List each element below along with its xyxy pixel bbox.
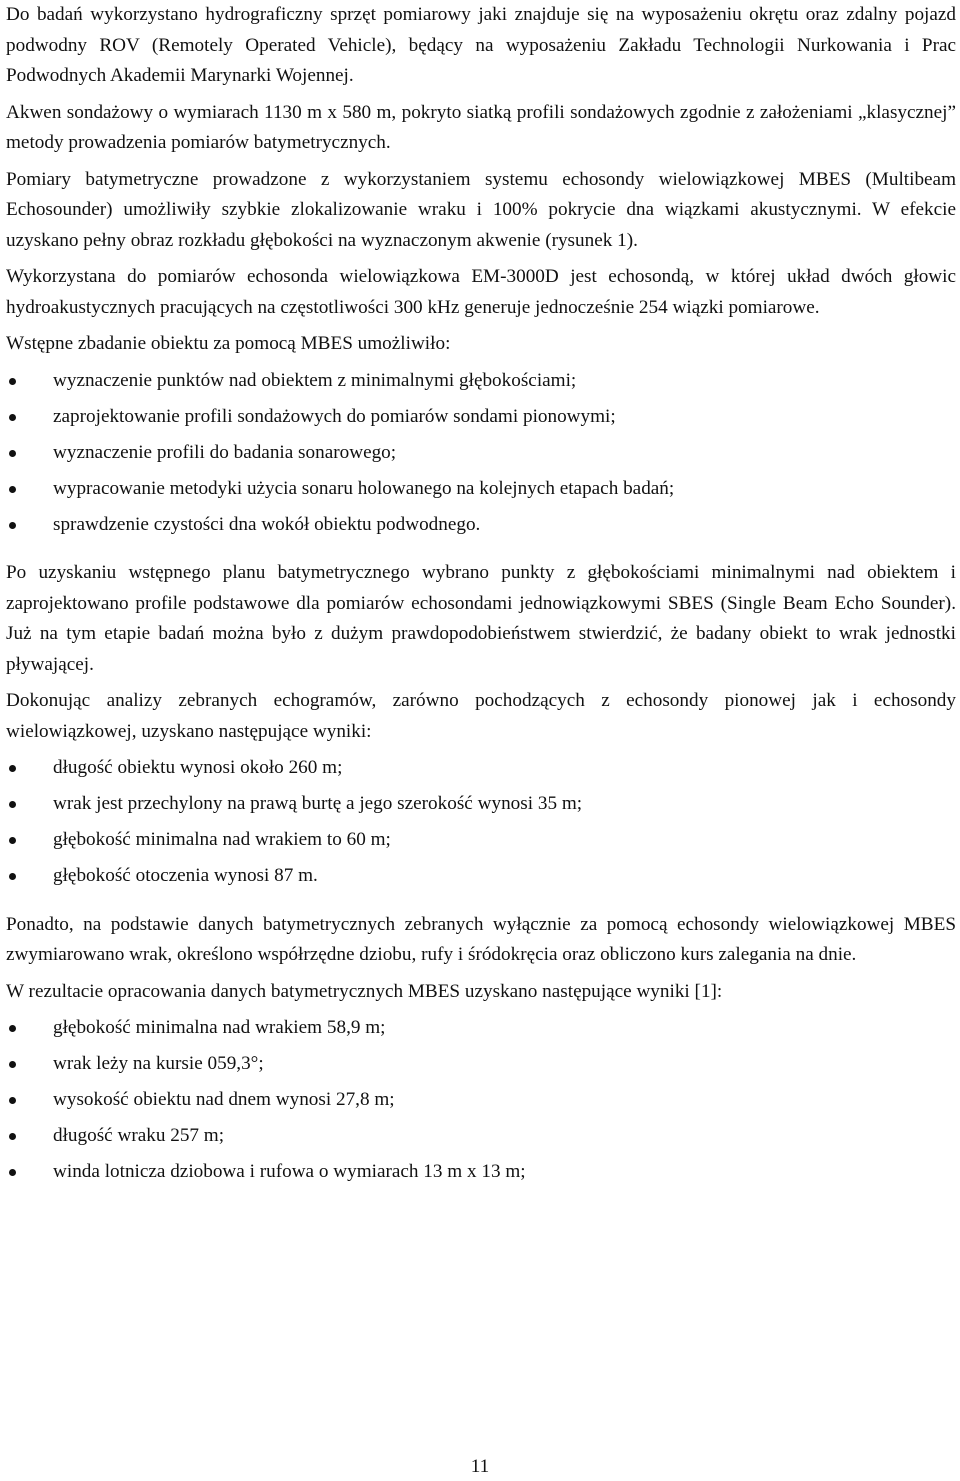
bullet-icon <box>9 378 16 385</box>
paragraph-mbes-results-intro: W rezultacie opracowania danych batymetrycznych MBES uzyskano następujące wyniki [1]: <box>6 980 723 1002</box>
list-item <box>6 753 956 784</box>
list-item <box>6 366 956 397</box>
list-echogram-results <box>6 753 956 892</box>
list-item <box>6 1157 956 1188</box>
list-item <box>6 789 956 820</box>
paragraph-wreck-dimensions: Ponadto, na podstawie danych batymetrycznych zebranych wyłącznie za pomocą echosondy wielowiązkowej MBES zwymiarowano wrak, określono współrzędne dziobu, rufy i śródokręcia oraz obliczono kurs zalegania na dnie. <box>6 913 956 965</box>
list-item-text: wysokość obiektu nad dnem wynosi 27,8 m; <box>53 1089 395 1110</box>
list-item-text: wyznaczenie punktów nad obiektem z minimalnymi głębokościami; <box>53 369 577 391</box>
list-item-text: głębokość minimalna nad wrakiem to 60 m; <box>53 829 391 850</box>
paragraph-echogram-analysis: Dokonując analizy zebranych echogramów, zarówno pochodzących z echosondy pionowej jak i echosondy wielowiązkowej, uzyskano następujące wyniki: <box>6 690 956 742</box>
bullet-icon <box>9 522 16 529</box>
list-item-text: zaprojektowanie profili sondażowych do pomiarów sondami pionowymi; <box>53 405 616 427</box>
paragraph-mbes-measurements: Pomiary batymetryczne prowadzone z wykorzystaniem systemu echosondy wielowiązkowej MBES (Multibeam Echosounder) umożliwiły szybkie zlokalizowanie wraku i 100% pokrycie dna wiązkami akustycznymi. W efekcie uzyskano pełny obraz rozkładu głębokości na wyznaczonym akwenie (rysunek 1). <box>6 168 956 251</box>
bullet-icon <box>9 1061 16 1068</box>
list-item-text: długość wraku 257 m; <box>53 1125 225 1146</box>
document-page <box>6 0 956 1194</box>
list-item <box>6 438 956 469</box>
page-number: 11 <box>470 1456 490 1477</box>
list-item <box>6 825 956 856</box>
bullet-icon <box>9 1025 16 1032</box>
list-item <box>6 861 956 892</box>
bullet-icon <box>9 801 16 808</box>
paragraph-survey-area: Akwen sondażowy o wymiarach 1130 m x 580 m, pokryto siatką profili sondażowych zgodnie z założeniami „klasycznej” metody prowadzenia pomiarów batymetrycznych. <box>6 101 956 153</box>
list-item-text: wrak jest przechylony na prawą burtę a jego szerokość wynosi 35 m; <box>53 793 583 814</box>
bullet-icon <box>9 486 16 493</box>
list-item-text: głębokość otoczenia wynosi 87 m. <box>53 865 318 886</box>
bullet-icon <box>9 837 16 844</box>
bullet-icon <box>9 765 16 772</box>
bullet-icon <box>9 414 16 421</box>
bullet-icon <box>9 873 16 880</box>
bullet-icon <box>9 450 16 457</box>
bullet-icon <box>9 1133 16 1140</box>
list-item <box>6 1121 956 1152</box>
list-item <box>6 510 956 541</box>
paragraph-initial-study-intro: Wstępne zbadanie obiektu za pomocą MBES umożliwiło: <box>6 333 451 354</box>
list-item <box>6 1013 956 1044</box>
list-item-text: wrak leży na kursie 059,3°; <box>53 1053 264 1074</box>
list-item-text: długość obiektu wynosi około 260 m; <box>53 757 343 778</box>
list-item-text: wyznaczenie profili do badania sonarowego; <box>53 441 397 463</box>
list-item-text: sprawdzenie czystości dna wokół obiektu podwodnego. <box>53 513 481 535</box>
bullet-icon <box>9 1169 16 1176</box>
list-item <box>6 474 956 505</box>
paragraph-echosounder-em3000d: Wykorzystana do pomiarów echosonda wielowiązkowa EM-3000D jest echosondą, w której układ dwóch głowic hydroakustycznych pracujących na częstotliwości 300 kHz generuje jednocześnie 254 wiązki pomiarowe. <box>6 266 956 318</box>
list-item-text: winda lotnicza dziobowa i rufowa o wymiarach 13 m x 13 m; <box>53 1161 526 1182</box>
list-initial-study <box>6 366 956 541</box>
list-item <box>6 402 956 433</box>
bullet-icon <box>9 1097 16 1104</box>
list-item-text: głębokość minimalna nad wrakiem 58,9 m; <box>53 1017 386 1038</box>
list-item <box>6 1049 956 1080</box>
paragraph-sbes-plan: Po uzyskaniu wstępnego planu batymetrycznego wybrano punkty z głębokościami minimalnymi nad obiektem i zaprojektowano profile podstawowe dla pomiarów echosondami jednowiązkowymi SBES (Single Beam Echo Sounder). Już na tym etapie badań można było z dużym prawdopodobieństwem stwierdzić, że badany obiekt to wrak jednostki pływającej. <box>6 562 956 675</box>
list-mbes-results <box>6 1013 956 1188</box>
list-item <box>6 1085 956 1116</box>
list-item-text: wypracowanie metodyki użycia sonaru holowanego na kolejnych etapach badań; <box>53 477 675 499</box>
paragraph-equipment: Do badań wykorzystano hydrograficzny sprzęt pomiarowy jaki znajduje się na wyposażeniu okrętu oraz zdalny pojazd podwodny ROV (Remotely Operated Vehicle), będący na wyposażeniu Zakładu Technologii Nurkowania i Prac Podwodnych Akademii Marynarki Wojennej. <box>6 4 956 86</box>
